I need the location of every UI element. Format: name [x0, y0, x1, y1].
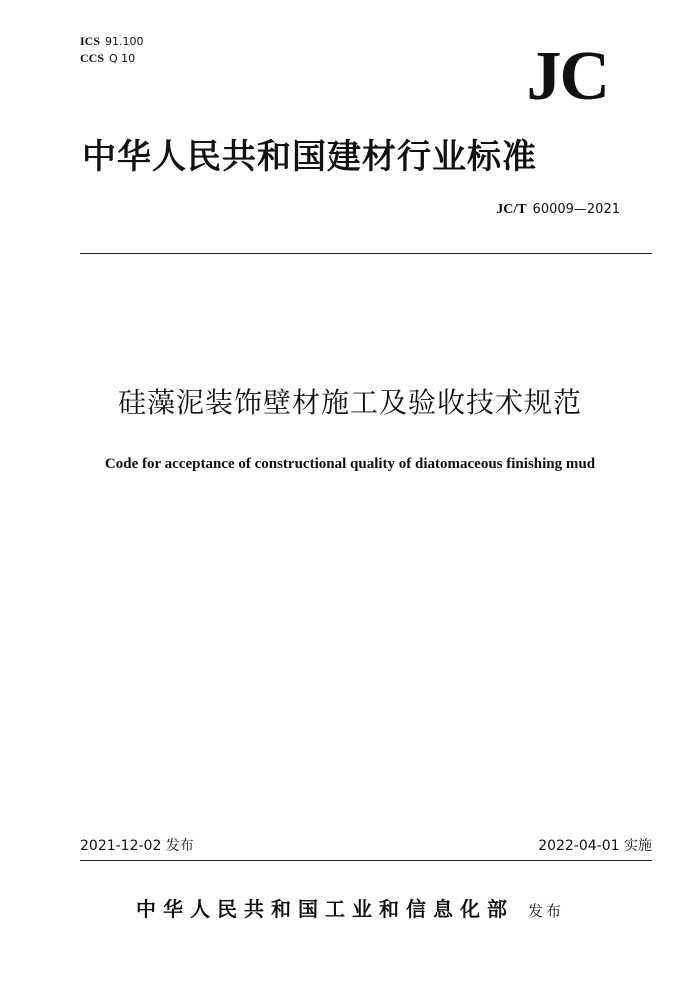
- jc-logo: JC: [526, 38, 608, 115]
- publisher-action: 发布: [527, 902, 564, 920]
- ccs-value: Q 10: [109, 52, 136, 65]
- ccs-code: [80, 50, 144, 67]
- top-divider: [80, 253, 652, 254]
- implementation-date: 2022-04-01 实施: [538, 838, 652, 854]
- ics-code: [80, 33, 144, 50]
- publisher-organization: 中华人民共和国工业和信息化部: [135, 897, 514, 921]
- standard-code: [496, 200, 620, 220]
- publisher-line: [0, 893, 700, 922]
- english-title: Code for acceptance of constructional quality of diatomaceous finishing mud: [104, 456, 596, 472]
- chinese-title: 硅藻泥装饰壁材施工及验收技术规范: [117, 386, 582, 419]
- bottom-divider: [80, 860, 652, 861]
- national-standard-title: 中华人民共和国建材行业标准: [82, 137, 537, 177]
- standard-code-number: 60009—2021: [532, 202, 620, 217]
- issue-date: 2021-12-02 发布: [80, 838, 194, 854]
- ccs-label: CCS: [80, 51, 105, 65]
- ics-label: ICS: [80, 34, 101, 48]
- standard-code-prefix: JC/T: [496, 202, 527, 217]
- ics-value: 91.100: [105, 35, 144, 48]
- classification-codes: [80, 33, 144, 67]
